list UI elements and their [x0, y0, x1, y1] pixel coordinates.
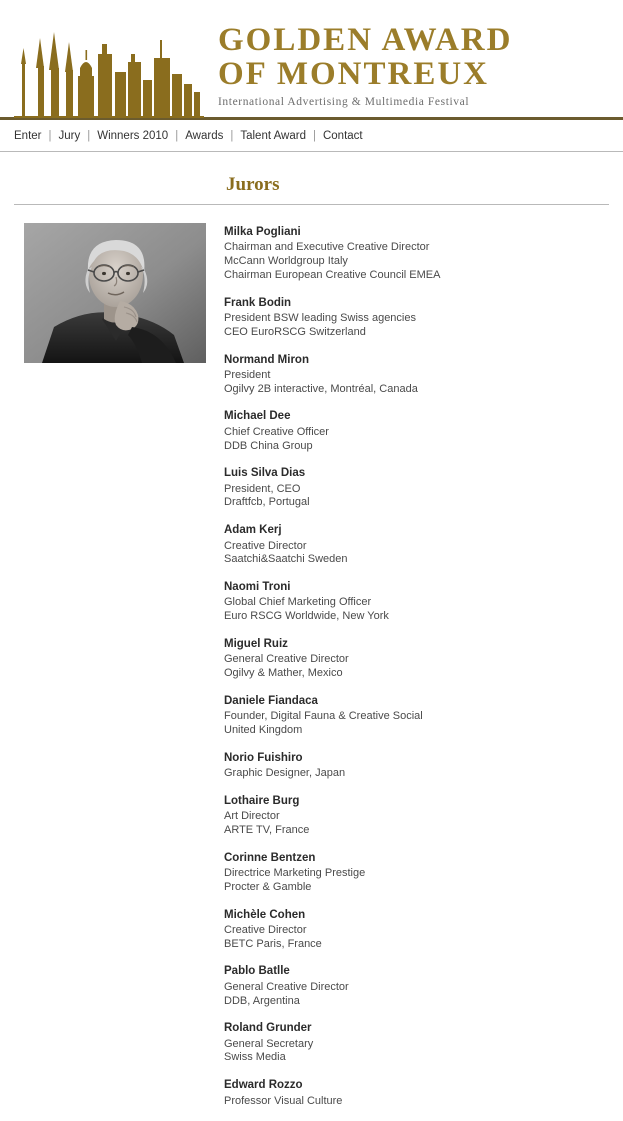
nav-item-awards[interactable]: Awards — [185, 130, 224, 142]
juror-detail-line: DDB, Argentina — [224, 994, 300, 1007]
nav-separator: | — [48, 130, 52, 142]
juror-entry — [224, 1078, 609, 1108]
juror-entry — [224, 409, 609, 453]
juror-detail-line: United Kingdom — [224, 723, 303, 736]
jurors-list — [212, 223, 609, 1121]
juror-name: Lothaire Burg — [224, 794, 300, 807]
juror-detail-line: CEO EuroRSCG Switzerland — [224, 325, 366, 338]
juror-detail-line: Professor Visual Culture — [224, 1094, 343, 1107]
juror-detail-line: Graphic Designer, Japan — [224, 767, 346, 779]
juror-name: Norio Fuishiro — [224, 751, 303, 764]
juror-portrait-image — [24, 223, 206, 363]
juror-entry — [224, 964, 609, 1008]
juror-name: Pablo Batlle — [224, 965, 290, 978]
juror-name: Adam Kerj — [224, 524, 282, 537]
juror-entry — [224, 908, 609, 952]
juror-name: Daniele Fiandaca — [224, 694, 318, 707]
juror-detail-line: DDB China Group — [224, 439, 313, 452]
juror-detail-line: President BSW leading Swiss agencies — [224, 312, 416, 324]
juror-detail-line: Ogilvy 2B interactive, Montréal, Canada — [224, 382, 418, 395]
site-header — [0, 0, 623, 120]
juror-detail-line: Saatchi&Saatchi Sweden — [224, 553, 348, 566]
juror-detail-line: Creative Director — [224, 923, 307, 936]
nav-item-talent-award[interactable]: Talent Award — [240, 130, 306, 142]
juror-entry — [224, 466, 609, 510]
juror-detail-line: Art Director — [224, 810, 280, 823]
juror-detail-line: Global Chief Marketing Officer — [224, 596, 372, 609]
juror-name: Normand Miron — [224, 353, 309, 366]
juror-detail-line: Swiss Media — [224, 1051, 286, 1064]
juror-entry — [224, 794, 609, 838]
juror-detail-line: President — [224, 368, 271, 381]
page-title-row — [14, 152, 609, 205]
juror-entry — [224, 225, 609, 283]
jurors-layout — [14, 223, 609, 1121]
juror-detail-line: Creative Director — [224, 539, 307, 552]
juror-entry — [224, 523, 609, 567]
nav-item-contact[interactable]: Contact — [322, 130, 363, 142]
juror-name: Miguel Ruiz — [224, 637, 288, 650]
juror-detail-line: Ogilvy & Mather, Mexico — [224, 667, 343, 679]
logo-line-1: GOLDEN AWARD — [218, 21, 513, 58]
juror-entry — [224, 1021, 609, 1065]
juror-name: Luis Silva Dias — [224, 467, 306, 480]
nav-separator: | — [230, 130, 234, 142]
juror-entry — [224, 694, 609, 738]
logo-subtitle: International Advertising & Multimedia Festival — [218, 96, 470, 108]
juror-name: Naomi Troni — [224, 581, 291, 593]
juror-detail-line: Procter & Gamble — [224, 880, 312, 893]
nav-separator: | — [87, 130, 91, 142]
juror-detail-line: Chief Creative Officer — [224, 425, 329, 438]
juror-detail-line: BETC Paris, France — [224, 937, 322, 950]
site-logo — [204, 23, 623, 118]
photo-column — [14, 223, 212, 363]
juror-detail-line: ARTE TV, France — [224, 823, 310, 836]
juror-detail-line: General Creative Director — [224, 653, 349, 666]
nav-separator: | — [175, 130, 179, 142]
page-title: Jurors — [226, 174, 280, 195]
juror-name: Frank Bodin — [224, 296, 292, 309]
logo-line-2: OF MONTREUX — [218, 56, 490, 93]
nav-item-jury[interactable]: Jury — [58, 130, 81, 142]
juror-detail-line: President, CEO — [224, 482, 301, 495]
juror-detail-line: Euro RSCG Worldwide, New York — [224, 610, 389, 623]
juror-name: Edward Rozzo — [224, 1079, 303, 1092]
juror-detail-line: Chairman European Creative Council EMEA — [224, 268, 441, 281]
juror-detail-line: Chairman and Executive Creative Director — [224, 241, 430, 254]
juror-name: Michael Dee — [224, 410, 291, 423]
content-area — [0, 152, 623, 1121]
juror-name: Milka Pogliani — [224, 226, 301, 238]
juror-entry — [224, 637, 609, 681]
juror-detail-line: McCann Worldgroup Italy — [224, 255, 348, 268]
juror-detail-line: Draftfcb, Portugal — [224, 496, 310, 509]
juror-entry — [224, 296, 609, 340]
juror-detail-line: Founder, Digital Fauna & Creative Social — [224, 710, 423, 723]
juror-detail-line: General Secretary — [224, 1037, 314, 1050]
main-navigation — [0, 120, 623, 152]
nav-item-enter[interactable]: Enter — [14, 130, 42, 142]
juror-name: Michèle Cohen — [224, 908, 306, 921]
juror-detail-line: Directrice Marketing Prestige — [224, 867, 366, 879]
montreux-skyline-icon — [14, 18, 204, 118]
juror-entry — [224, 580, 609, 624]
juror-detail-line: General Creative Director — [224, 980, 349, 993]
juror-entry — [224, 851, 609, 895]
juror-entry — [224, 353, 609, 397]
nav-separator: | — [312, 130, 316, 142]
juror-name: Roland Grunder — [224, 1022, 312, 1035]
juror-name: Corinne Bentzen — [224, 851, 316, 864]
juror-entry — [224, 751, 609, 781]
nav-item-winners-2010[interactable]: Winners 2010 — [97, 130, 169, 142]
